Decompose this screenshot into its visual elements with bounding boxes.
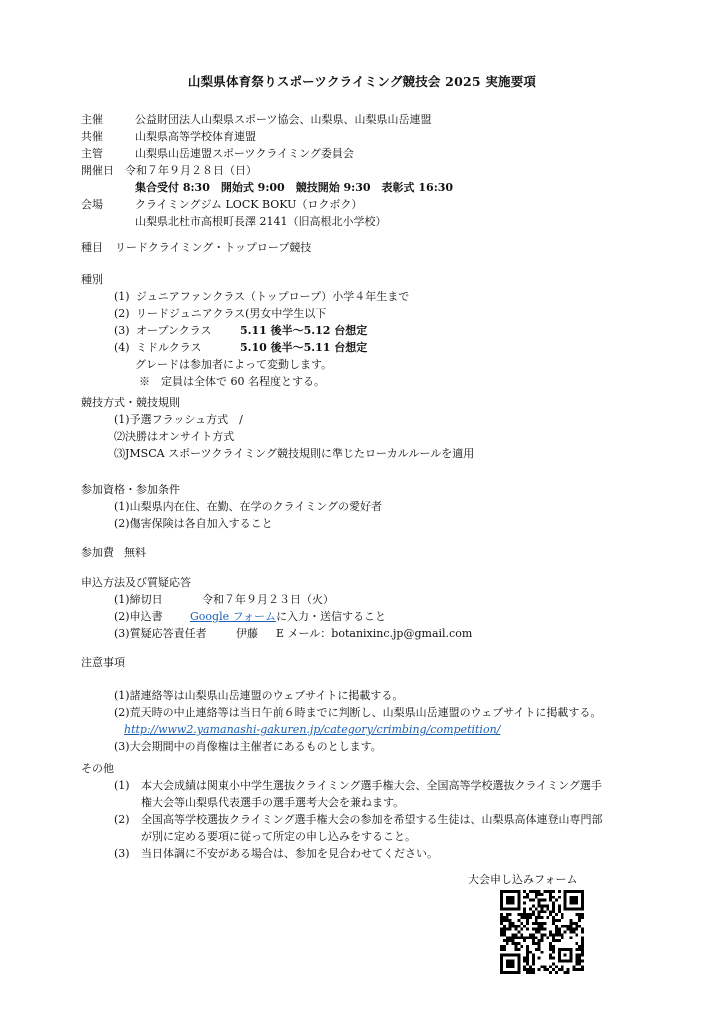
grade-note: グレードは参加者によって変動します。 xyxy=(135,358,333,371)
date-label: 開催日 xyxy=(81,164,114,177)
qr-caption: 大会申し込みフォーム xyxy=(468,873,578,886)
contact-label: (3)質疑応答責任者 xyxy=(114,627,207,640)
cosponsor-value: 山梨県高等学校体育連盟 xyxy=(135,130,256,143)
capacity-note: ※ 定員は全体で 60 名程度とする。 xyxy=(139,375,325,388)
rule-item: (1)予選フラッシュ方式 / xyxy=(114,413,243,426)
contact-email: E メール：botanixinc.jp@gmail.com xyxy=(276,627,473,640)
deadline-row xyxy=(81,591,472,608)
schedule-value: 集合受付 8:30 開始式 9:00 競技開始 9:30 表彰式 16:30 xyxy=(135,181,454,194)
category-item: (1) ジュニアファンクラス（トップロープ）小学４年生まで xyxy=(114,290,410,303)
deadline-value: 令和７年９月２３日（火） xyxy=(202,593,334,606)
venue-row xyxy=(81,196,453,213)
date-row xyxy=(81,162,453,179)
venue-value: クライミングジム LOCK BOKU（ロクボク） xyxy=(135,198,363,211)
category-item: (2) リードジュニアクラス(男女中学生以下 xyxy=(114,307,327,320)
other-item-continued: 権大会等山梨県代表選手の選手選考大会を兼ねます。 xyxy=(141,796,405,809)
rule-item: ⑶JMSCA スポーツクライミング競技規則に準じたローカルルールを適用 xyxy=(114,447,475,460)
contact-name: 伊藤 xyxy=(236,627,258,640)
eligibility-item: (1)山梨県内在住、在勤、在学のクライミングの愛好者 xyxy=(114,500,383,513)
event-value: リードクライミング・トップロープ競技 xyxy=(115,241,312,254)
category-item: (4) ミドルクラス 5.10 後半～5.11 台想定 xyxy=(114,341,368,354)
eligibility-section xyxy=(81,481,382,532)
categories-heading: 種別 xyxy=(81,273,103,286)
fee-value: 無料 xyxy=(124,546,146,559)
sponsor-value: 公益財団法人山梨県スポーツ協会、山梨県、山梨県山岳連盟 xyxy=(135,113,432,126)
form-row xyxy=(81,608,472,625)
qr-code-image[interactable] xyxy=(500,890,584,974)
rules-heading: 競技方式・競技規則 xyxy=(81,396,180,409)
other-item: (2) 全国高等学校選抜クライミング選手権大会の参加を希望する生徒は、山梨県高体連登山専門部 xyxy=(114,813,603,826)
manager-value: 山梨県山岳連盟スポーツクライミング委員会 xyxy=(135,147,354,160)
info-section xyxy=(81,111,453,230)
venue-address-row xyxy=(81,213,453,230)
note-item: (3)大会期間中の肖像権は主催者にあるものとします。 xyxy=(114,740,382,753)
form-label: (2)申込書 xyxy=(114,610,163,623)
other-item-continued: が別に定める要項に従って所定の申し込みをすること。 xyxy=(141,830,416,843)
other-heading: その他 xyxy=(81,762,114,775)
document-title: 山梨県体育祭りスポーツクライミング競技会 2025 実施要項 xyxy=(187,74,537,89)
fee-label: 参加費 xyxy=(81,546,114,559)
other-item: (1) 本大会成績は関東小中学生選抜クライミング選手権大会、全国高等学校選抜クライミング選手 xyxy=(114,779,602,792)
cosponsor-row xyxy=(81,128,453,145)
venue-address: 山梨県北杜市高根町長澤 2141（旧高根北小学校） xyxy=(135,215,387,228)
notes-section xyxy=(81,654,601,755)
form-instruction: に入力・送信すること xyxy=(276,610,387,623)
other-section xyxy=(81,760,602,862)
google-form-link[interactable]: Google フォーム xyxy=(190,610,277,623)
fee-section xyxy=(81,544,146,561)
contact-row xyxy=(81,625,472,642)
eligibility-item: (2)傷害保険は各自加入すること xyxy=(114,517,273,530)
note-item: (2)荒天時の中止連絡等は当日午前６時までに判断し、山梨県山岳連盟のウェブサイトに掲載する。 xyxy=(114,706,602,719)
schedule-row xyxy=(81,179,453,196)
rules-section xyxy=(81,394,474,462)
manager-row xyxy=(81,145,453,162)
other-item: (3) 当日体調に不安がある場合は、参加を見合わせてください。 xyxy=(114,847,438,860)
sponsor-label: 主催 xyxy=(81,113,103,126)
eligibility-heading: 参加資格・参加条件 xyxy=(81,483,180,496)
category-item: (3) オープンクラス 5.11 後半～5.12 台想定 xyxy=(114,324,368,337)
rule-item: ⑵決勝はオンサイト方式 xyxy=(114,430,235,443)
manager-label: 主管 xyxy=(81,147,103,160)
date-value: 令和７年９月２８日（日） xyxy=(125,164,257,177)
cosponsor-label: 共催 xyxy=(81,130,103,143)
event-section xyxy=(81,239,311,256)
deadline-label: (1)締切日 xyxy=(114,593,163,606)
venue-label: 会場 xyxy=(81,198,103,211)
categories-section xyxy=(81,271,409,390)
application-section xyxy=(81,574,472,642)
event-label: 種目 xyxy=(81,241,103,254)
federation-website-link[interactable]: http://www2.yamanashi-gakuren.jp/category/crimbing/competition/ xyxy=(124,723,501,736)
notes-heading: 注意事項 xyxy=(81,656,125,669)
note-item: (1)諸連絡等は山梨県山岳連盟のウェブサイトに掲載する。 xyxy=(114,689,404,702)
application-heading: 申込方法及び質疑応答 xyxy=(81,576,191,589)
sponsor-row xyxy=(81,111,453,128)
